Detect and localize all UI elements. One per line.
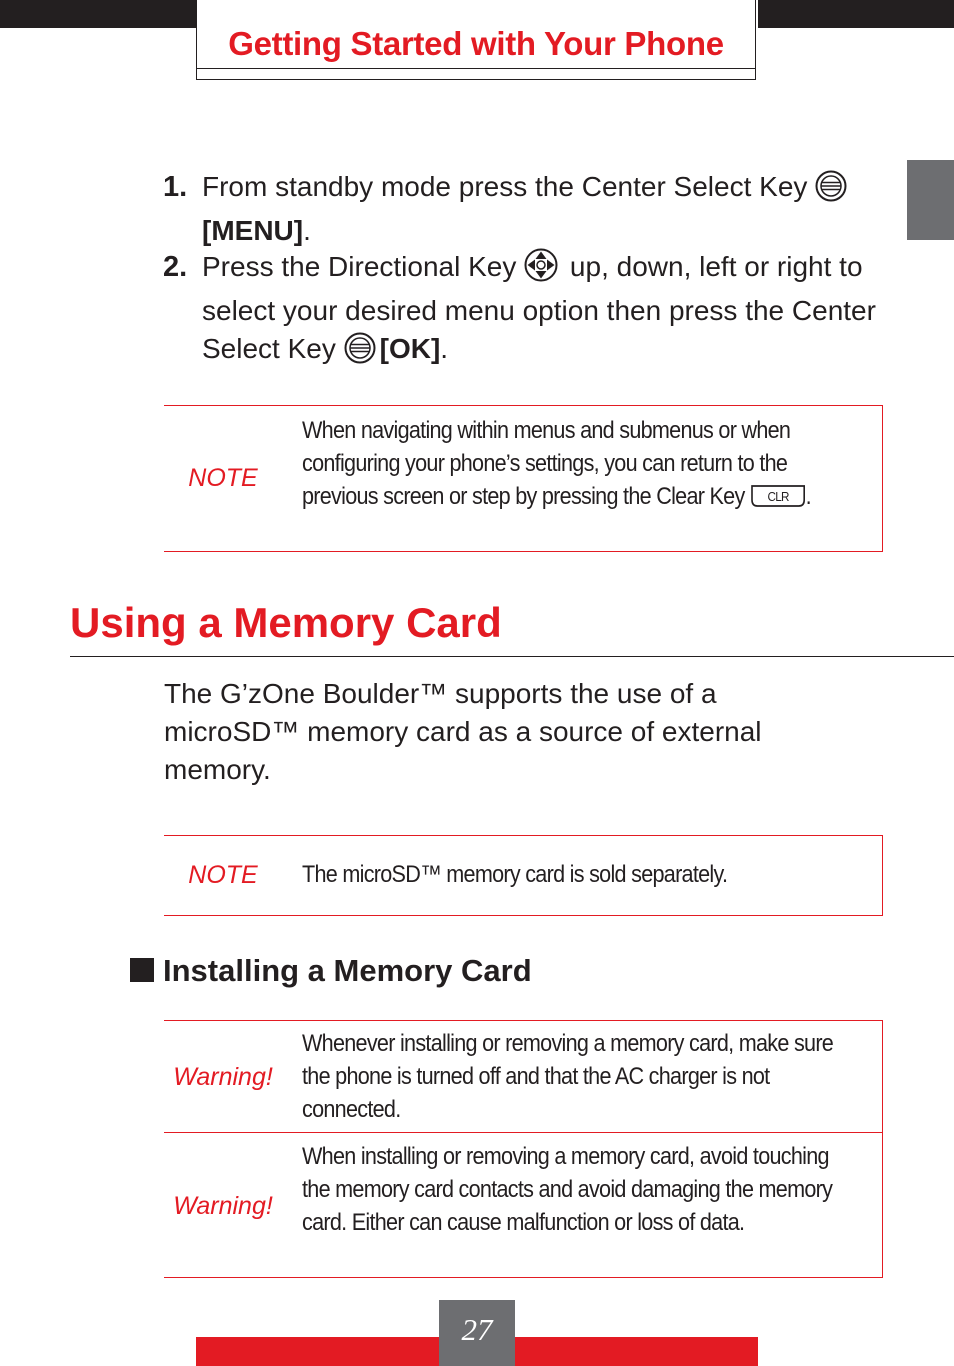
step-body [202,168,888,250]
menu-key-label: [MENU] [202,215,304,246]
bullet-square-icon [130,958,154,982]
note-label: NOTE [188,464,258,492]
step-text-continued: up, down, left or right to select your desired menu option then press the Center Select Key [202,251,876,364]
directional-key-icon [524,248,558,292]
header-rule [197,68,755,69]
subsection-title-text: Installing a Memory Card [163,953,532,988]
chapter-tab [907,160,954,240]
note-period: . [805,483,811,510]
step-text: From standby mode press the Center Select Key [202,171,808,202]
warning-label: Warning! [173,1191,273,1220]
clear-key-icon [750,484,806,517]
note-box [164,835,883,916]
warning-label: Warning! [173,1062,273,1091]
note-text: The microSD™ memory card is sold separately. [302,861,728,888]
step-body [202,248,888,374]
section-title: Using a Memory Card [70,599,502,646]
step-number: 1. [163,171,188,203]
chapter-title: Getting Started with Your Phone [228,25,724,62]
subsection-title [130,950,532,992]
svg-text:CLR: CLR [767,489,789,505]
section-intro: The G’zOne Boulder™ supports the use of a microSD™ memory card as a source of external memory. [164,678,762,785]
step-period: . [440,333,449,364]
header-box [196,0,756,80]
step-number: 2. [163,251,188,283]
warning-box [164,1020,883,1278]
header-bar-right [758,0,954,28]
step-period: . [303,215,311,246]
note-body: When navigating within menus and submenus or when configuring your phone’s settings, you can return to the previous screen or step by pressing the Clear Key [302,417,791,510]
note-text [302,414,860,517]
warning-text: When installing or removing a memory card, avoid touching the memory card contacts and avoid damaging the memory card. Either can cause malfunction or loss of data. [302,1143,833,1236]
page-number: 27 [439,1300,515,1366]
ok-key-label: [OK] [379,333,441,364]
section-rule [70,656,954,657]
warning-text: Whenever installing or removing a memory card, make sure the phone is turned off and that the AC charger is not connected. [302,1030,834,1123]
step-text: Press the Directional Key [202,251,517,282]
note-label: NOTE [188,861,258,889]
center-select-key-icon [344,332,376,374]
center-select-key-icon [815,170,847,212]
header-bar-left [0,0,196,28]
note-box [164,405,883,552]
